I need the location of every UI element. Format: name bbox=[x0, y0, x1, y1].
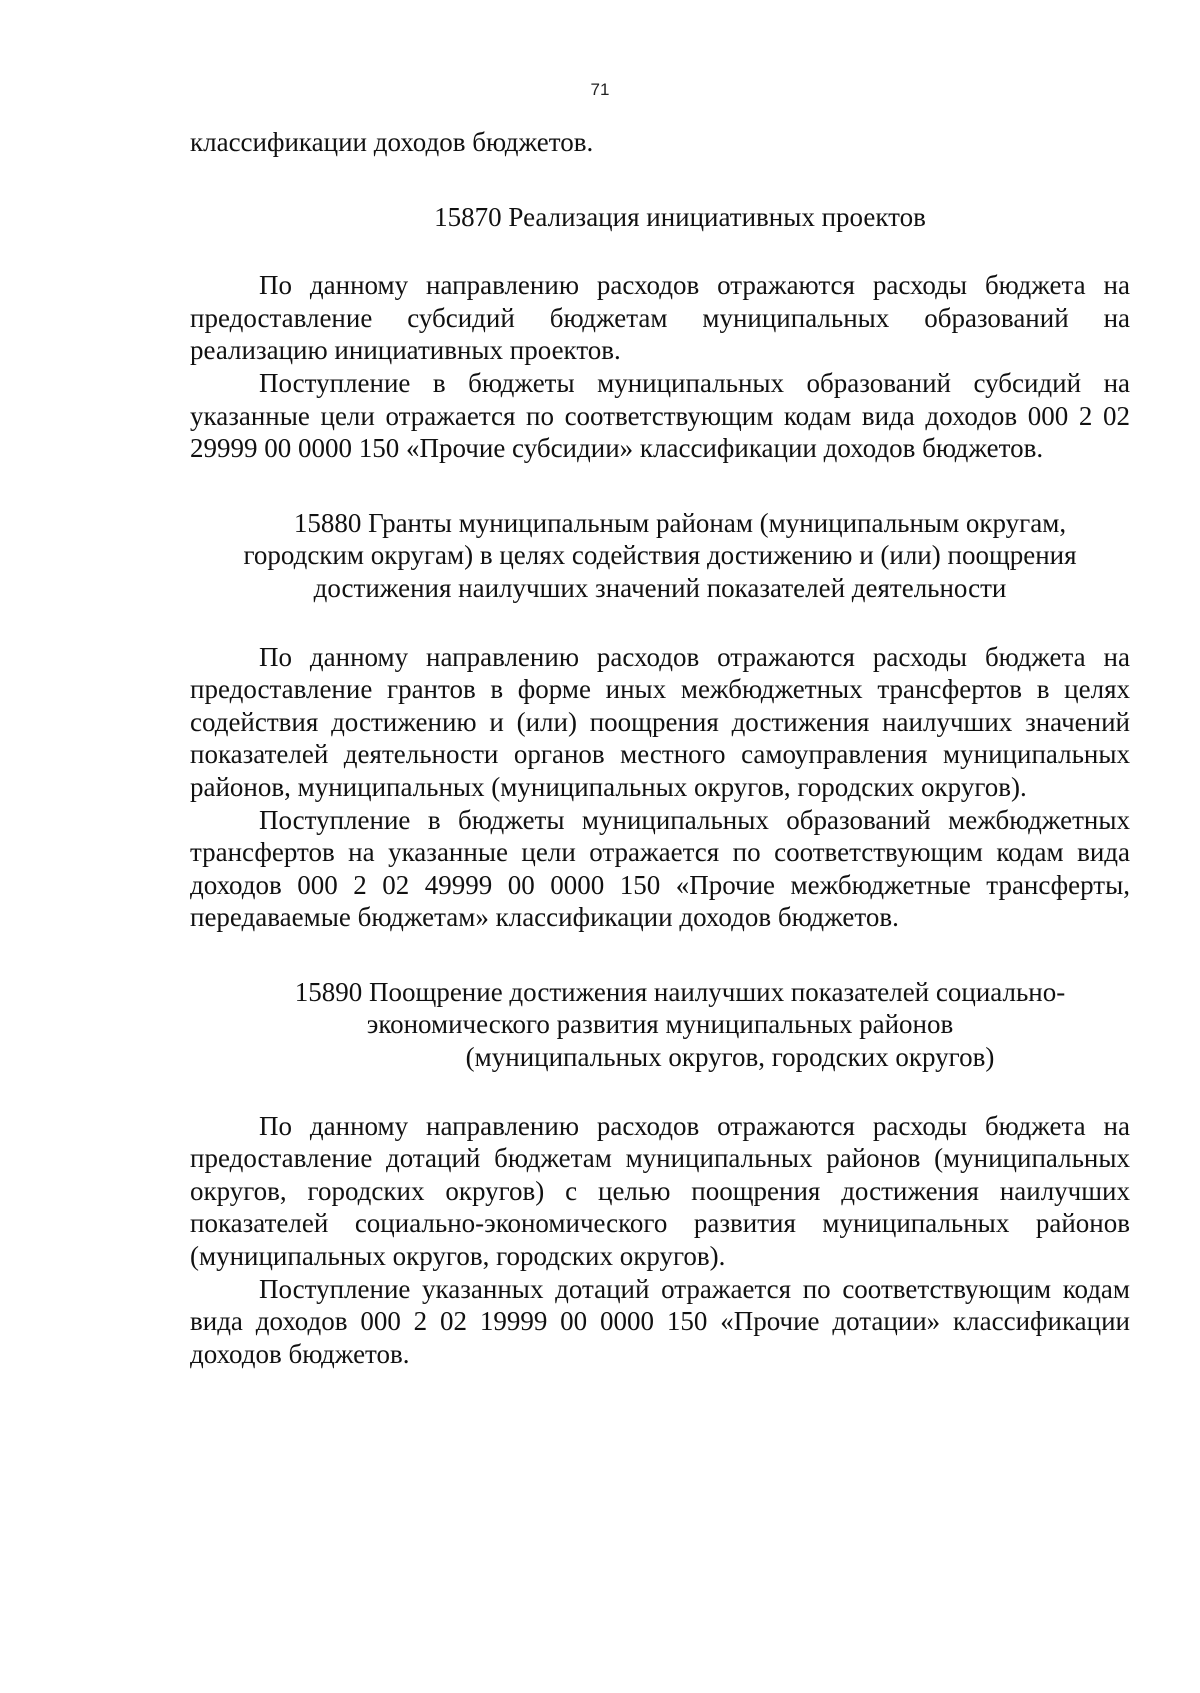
page-number: 71 bbox=[590, 80, 610, 99]
paragraph: Поступление указанных дотаций отражается по соответствующим кодам вида доходов 000 2 02 19999 00 0000 150 «Прочие дотации» классификации доходов бюджетов. bbox=[190, 1273, 1130, 1369]
section-15890 bbox=[190, 976, 1130, 1371]
paragraph: Поступление в бюджеты муниципальных образований субсидий на указанные цели отражается по соответствующим кодам вида доходов 000 2 02 29999 00 0000 150 «Прочие субсидии» классификации доходов бюджетов. bbox=[190, 367, 1130, 464]
section-15870 bbox=[190, 201, 1130, 465]
heading-line: городским округам) в целях содействия достижению и (или) поощрения bbox=[243, 540, 1077, 571]
section-15880 bbox=[190, 507, 1130, 934]
section-heading bbox=[190, 201, 1130, 234]
document-body bbox=[190, 126, 1130, 1370]
section-heading bbox=[190, 976, 1130, 1074]
paragraph: По данному направлению расходов отражаются расходы бюджета на предоставление грантов в форме иных межбюджетных трансфертов в целях содействия достижению и (или) поощрения достижения наилучших значений показателей деятельности органов местного самоуправления муниципальных районов, муниципальных (муниципальных округов, городских округов). bbox=[190, 641, 1130, 802]
heading-line: 15890 Поощрение достижения наилучших показателей социально- bbox=[294, 976, 1066, 1007]
heading-line: 15880 Гранты муниципальным районам (муниципальным округам, bbox=[293, 507, 1067, 538]
heading-line: (муниципальных округов, городских округов) bbox=[465, 1042, 995, 1073]
heading-line: экономического развития муниципальных районов bbox=[366, 1009, 954, 1040]
opening-line: классификации доходов бюджетов. bbox=[190, 127, 594, 157]
heading-line: 15870 Реализация инициативных проектов bbox=[434, 201, 926, 232]
heading-line: достижения наилучших значений показателей деятельности bbox=[313, 572, 1007, 603]
section-heading bbox=[190, 507, 1130, 605]
paragraph: По данному направлению расходов отражаются расходы бюджета на предоставление дотаций бюджетам муниципальных районов (муниципальных округов, городских округов) с целью поощрения достижения наилучших показателей социально-экономического развития муниципальных районов (муниципальных округов, городских округов). bbox=[190, 1110, 1130, 1272]
paragraph: По данному направлению расходов отражаются расходы бюджета на предоставление субсидий бюджетам муниципальных образований на реализацию инициативных проектов. bbox=[190, 270, 1130, 366]
paragraph: Поступление в бюджеты муниципальных образований межбюджетных трансфертов на указанные цели отражается по соответствующим кодам вида доходов 000 2 02 49999 00 0000 150 «Прочие межбюджетные трансферты, передаваемые бюджетам» классификации доходов бюджетов. bbox=[190, 804, 1130, 933]
